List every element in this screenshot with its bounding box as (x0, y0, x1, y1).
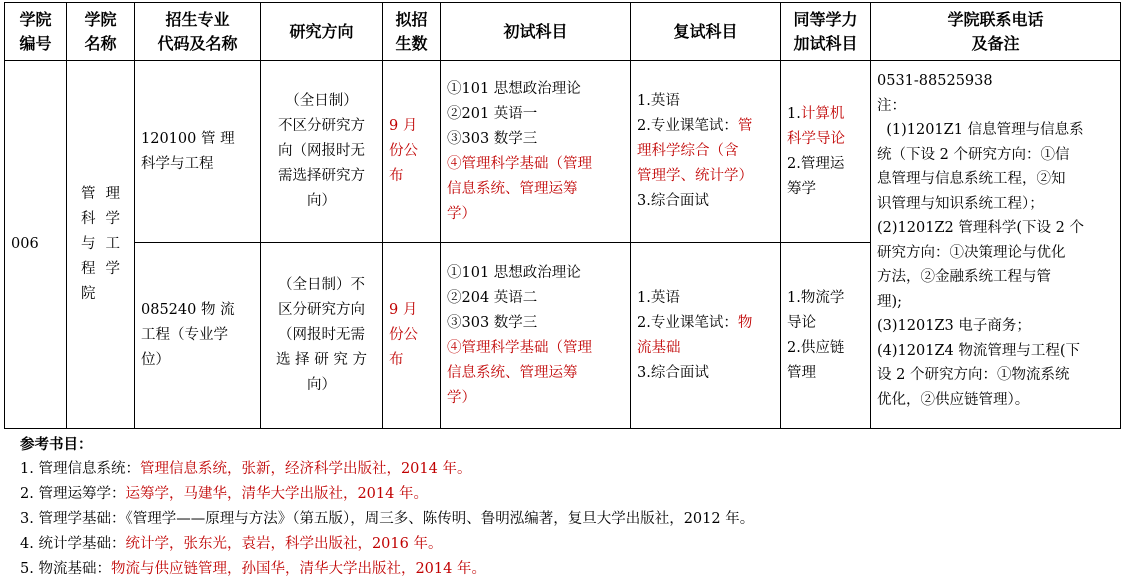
contact-notes-cell: 0531-88525938 注： (1)1201Z1 信息管理与信息系 统（下设 2 个研究方向：①信 息管理与信息系统工程，②知 识管理与知识系统工程）； (2)1201Z2 管理科学(下设 2 个 研究方向：①决策理论与优化 方法，②金融系统工程与管 理); (3)1201Z3 电子商务； (4)1201Z4 物流管理与工程(下 设 2 个研究方向：①物流系统 优化，②供应链管理）。 (871, 61, 1121, 429)
retest-cell: 1.英语 2.专业课笔试：管 理科学综合（含 管理学、统计学） 3.综合面试 (631, 61, 781, 243)
extra-cell: 1.物流学 导论 2.供应链 管理 (781, 243, 871, 429)
header-contact: 学院联系电话 及备注 (871, 3, 1121, 61)
reference-item: 5. 物流基础：物流与供应链管理，孙国华，清华大学出版社，2014 年。 (20, 561, 486, 577)
college-name: 管 科 与 程 院 理 学 工 学 (67, 61, 135, 429)
header-row (5, 3, 1121, 61)
admissions-table (4, 2, 1121, 429)
exam-cell: ①101 思想政治理论 ②204 英语二 ③303 数学三 ④管理科学基础（管理 信息系统、管理运筹 学） (441, 243, 631, 429)
quota-cell: 9 月 份公 布 (383, 243, 441, 429)
reference-item: 4. 统计学基础：统计学，张东光，袁岩，科学出版社，2016 年。 (20, 536, 443, 552)
major-cell: 085240 物 流 工程（专业学 位） (135, 243, 261, 429)
college-id: 006 (5, 61, 67, 429)
header-college-id: 学院 编号 (5, 3, 67, 61)
direction-cell: （全日制） 不区分研究方 向（网报时无 需选择研究方 向） (261, 61, 383, 243)
extra-cell: 1.计算机 科学导论 2.管理运 筹学 (781, 61, 871, 243)
exam-cell: ①101 思想政治理论 ②201 英语一 ③303 数学三 ④管理科学基础（管理 信息系统、管理运筹 学） (441, 61, 631, 243)
retest-cell: 1.英语 2.专业课笔试：物 流基础 3.综合面试 (631, 243, 781, 429)
reference-item: 2. 管理运筹学：运筹学，马建华，清华大学出版社，2014 年。 (20, 486, 428, 502)
header-extra: 同等学力 加试科目 (781, 3, 871, 61)
reference-item: 3. 管理学基础：《管理学——原理与方法》（第五版），周三多、陈传明、鲁明泓编著，复旦大学出版社，2012 年。 (20, 511, 755, 527)
header-major: 招生专业 代码及名称 (135, 3, 261, 61)
header-exam: 初试科目 (441, 3, 631, 61)
table-row (5, 61, 1121, 243)
major-cell: 120100 管 理 科学与工程 (135, 61, 261, 243)
header-college-name: 学院 名称 (67, 3, 135, 61)
reference-title: 参考书目： (20, 436, 93, 453)
reference-item: 1. 管理信息系统：管理信息系统，张新，经济科学出版社，2014 年。 (20, 461, 472, 477)
quota-cell: 9 月 份公 布 (383, 61, 441, 243)
header-direction: 研究方向 (261, 3, 383, 61)
direction-cell: （全日制）不 区分研究方向 （网报时无需 选 择 研 究 方 向） (261, 243, 383, 429)
header-retest: 复试科目 (631, 3, 781, 61)
header-quota: 拟招 生数 (383, 3, 441, 61)
reference-list (20, 432, 754, 582)
